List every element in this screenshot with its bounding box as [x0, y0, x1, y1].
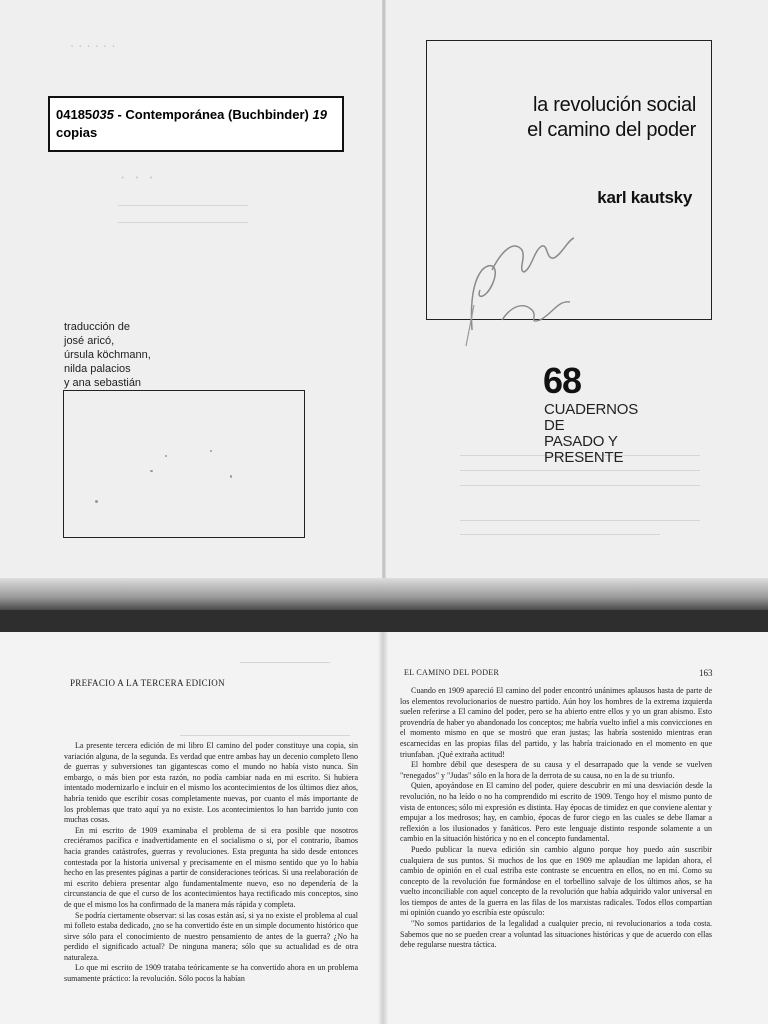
- right-page-text: [400, 686, 712, 1024]
- cover-title-line: el camino del poder: [527, 119, 696, 141]
- paragraph: Cuando en 1909 apareció El camino del poder encontró unánimes aplausos hasta de parte de los elementos revolucionarios de nuestro partido. Aún hoy los hombres de la extrema izquierda suelen referirse a El camino del poder, pero se ha abierto entre ellos y yo un gran abismo. Esto provendría de haber yo abandonado los conceptos; me habría vuelto infiel a mis convicciones en el momento mismo en que se mostró que eran justas; las habría sostenido mientras eran escarnecidas en las propias filas del partido, y las habría traicionado en el momento en que triunfaban. ¡Qué extraña actitud!: [400, 686, 712, 759]
- bleed-through-line: [180, 735, 350, 736]
- speck: [95, 500, 98, 503]
- stamp-copies-label: copias: [56, 125, 98, 140]
- paragraph: Se podría ciertamente observar: si las cosas están así, si ya no existe el problema al cual mi folleto estaba dedicado, ¿no se ha convertido éste en un simple documento histórico que sirve sólo para el conocimiento de nuestro pensamiento de antes de la guerra? ¿No ha perdido el significado actual? De ninguna manera; sólo que su actualidad es de otra naturaleza.: [64, 910, 358, 962]
- credit-line: traducción de: [64, 321, 131, 333]
- series-line: PRESENTE: [544, 449, 624, 466]
- credit-line: y ana sebastián: [64, 377, 142, 389]
- bleed-through-line: [460, 470, 700, 471]
- cover-title: [527, 93, 696, 143]
- cover-author: karl kautsky: [597, 188, 692, 207]
- bleed-through-mark: · · · · · ·: [70, 40, 116, 55]
- page-number: 163: [699, 668, 713, 678]
- left-running-head: PREFACIO A LA TERCERA EDICION: [70, 678, 225, 688]
- stamp-code-italic: 035: [92, 107, 114, 122]
- paragraph: Quien, apoyándose en El camino del poder, quiere descubrir en mí una desviación desde la revolución, no ha leído o no ha comprendido mi escrito de 1909. Tengo hoy el mismo punto de vista de entonces; sólo mi expresión es distinta. Hay épocas de timidez en que conviene alentar y empujar a los medrosos; hay, en cambio, épocas de furor ciego en las cuales se debe llamar a reflexión a los ilusionados y fanáticos. Pero este lenguaje distinto responde solamente a un cambio en la situación histórica y no en el concepto fundamental.: [400, 781, 712, 844]
- top-page-shadow: [0, 578, 768, 610]
- series-number: 68: [543, 360, 582, 401]
- stamp-code: 04185: [56, 107, 93, 122]
- bleed-through-line: [460, 534, 660, 535]
- stamp-course: - Contemporánea (Buchbinder): [113, 107, 313, 122]
- scan-gap: [0, 610, 768, 632]
- series-line: DE: [544, 417, 565, 434]
- credit-line: nilda palacios: [64, 363, 131, 375]
- speck: [150, 470, 153, 472]
- course-stamp: [48, 96, 344, 152]
- bleed-through-line: [460, 485, 700, 486]
- cover-title-line: la revolución social: [533, 94, 696, 116]
- paragraph: Lo que mi escrito de 1909 trataba teóricamente se ha convertido ahora en un problema sumamente práctico: la revolución. Sólo pocos la habían: [64, 963, 358, 984]
- left-page-text: [64, 741, 358, 1024]
- handwritten-signature: [462, 210, 592, 350]
- speck: [210, 450, 212, 452]
- credit-line: úrsula köchmann,: [64, 349, 151, 361]
- credit-line: josé aricó,: [64, 335, 115, 347]
- series-line: PASADO Y: [544, 433, 618, 450]
- paragraph: El hombre débil que desespera de su causa y el desarrapado que la vende se vuelven "renegados" y "Judas" sólo en la hora de la derrota de su causa, no en la de su triunfo.: [400, 760, 712, 780]
- paragraph: Puedo publicar la nueva edición sin cambio alguno porque hoy puedo aún suscribir cualquiera de sus puntos. Si muchos de los que en 1909 me aplaudían me lapidan ahora, el cambio de opinión en el cual estriba este contraste se encuentra en ellos, no en mí. Como su concepto de la revolución fue formándose en el torbellino salvaje de los últimos años, se ha vuelto inconciliable con aquel concepto de la revolución que había adquirido valor universal en los tiempos de antes de la guerra en las filas de los marxistas radicales. Todos ellos compartían mi opinión cuando yo escribía este opúsculo:: [400, 844, 712, 918]
- speck: [230, 475, 232, 478]
- paragraph: La presente tercera edición de mi libro El camino del poder constituye una copia, sin variación alguna, de la segunda. Es verdad que entre ambas hay un decenio completo lleno de guerras y subversiones tan gigantescas como el mundo no había visto nunca. Sin embargo, o más bien por esta razón, no podía cambiar nada en mi escrito. Si hubiera intentado modernizarlo e incluir en el mismo los acontecimientos de los últimos diez años, habría tenido que escribir cosas completamente nuevas, por cuanto el más importante de los problemas que trato aquí ya no existe. Los acontecimientos lo han barrido junto con muchas cosas.: [64, 741, 358, 825]
- bleed-through-mark: · · ·: [120, 168, 156, 187]
- translation-credits: [64, 320, 151, 390]
- right-running-head: EL CAMINO DEL PODER: [404, 668, 500, 677]
- series-line: CUADERNOS: [544, 401, 639, 418]
- series-name: [544, 402, 638, 466]
- empty-frame: [63, 390, 305, 538]
- bottom-spine-fold: [378, 632, 388, 1024]
- bleed-through-line: [460, 520, 700, 521]
- speck: [165, 455, 167, 457]
- paragraph: "No somos partidarios de la legalidad a cualquier precio, ni revolucionarios a toda costa. Sabemos que no se pueden crear a voluntad las situaciones históricas y que de acuerdo con ellas debe regularse nuestra táctica.: [400, 919, 712, 950]
- top-spine-fold: [382, 0, 386, 600]
- paragraph: En mi escrito de 1909 examinaba el problema de si era posible que nosotros creciéramos pacífica e inadvertidamente en el socialismo o si, por el contrario, íbamos hacia grandes catástrofes, guerras y revoluciones. Esta pregunta ha sido desde entonces contestada por la historia universal y precisamente en el mismo sentido que yo lo había hecho en las presentes páginas a partir de consideraciones teóricas. Si una reelaboración de mi escrito debiera presentar algo fundamentalmente nuevo, eso no dependería de la circunstancia de que el curso de los acontecimientos haya rectificado mis conceptos, sino de que el mismo los ha confirmado de la manera más rápida y completa.: [64, 825, 358, 909]
- bleed-through-line: [118, 205, 248, 206]
- stamp-copies-number: 19: [312, 107, 327, 122]
- bleed-through-line: [118, 222, 248, 223]
- bleed-through-line: [240, 662, 330, 663]
